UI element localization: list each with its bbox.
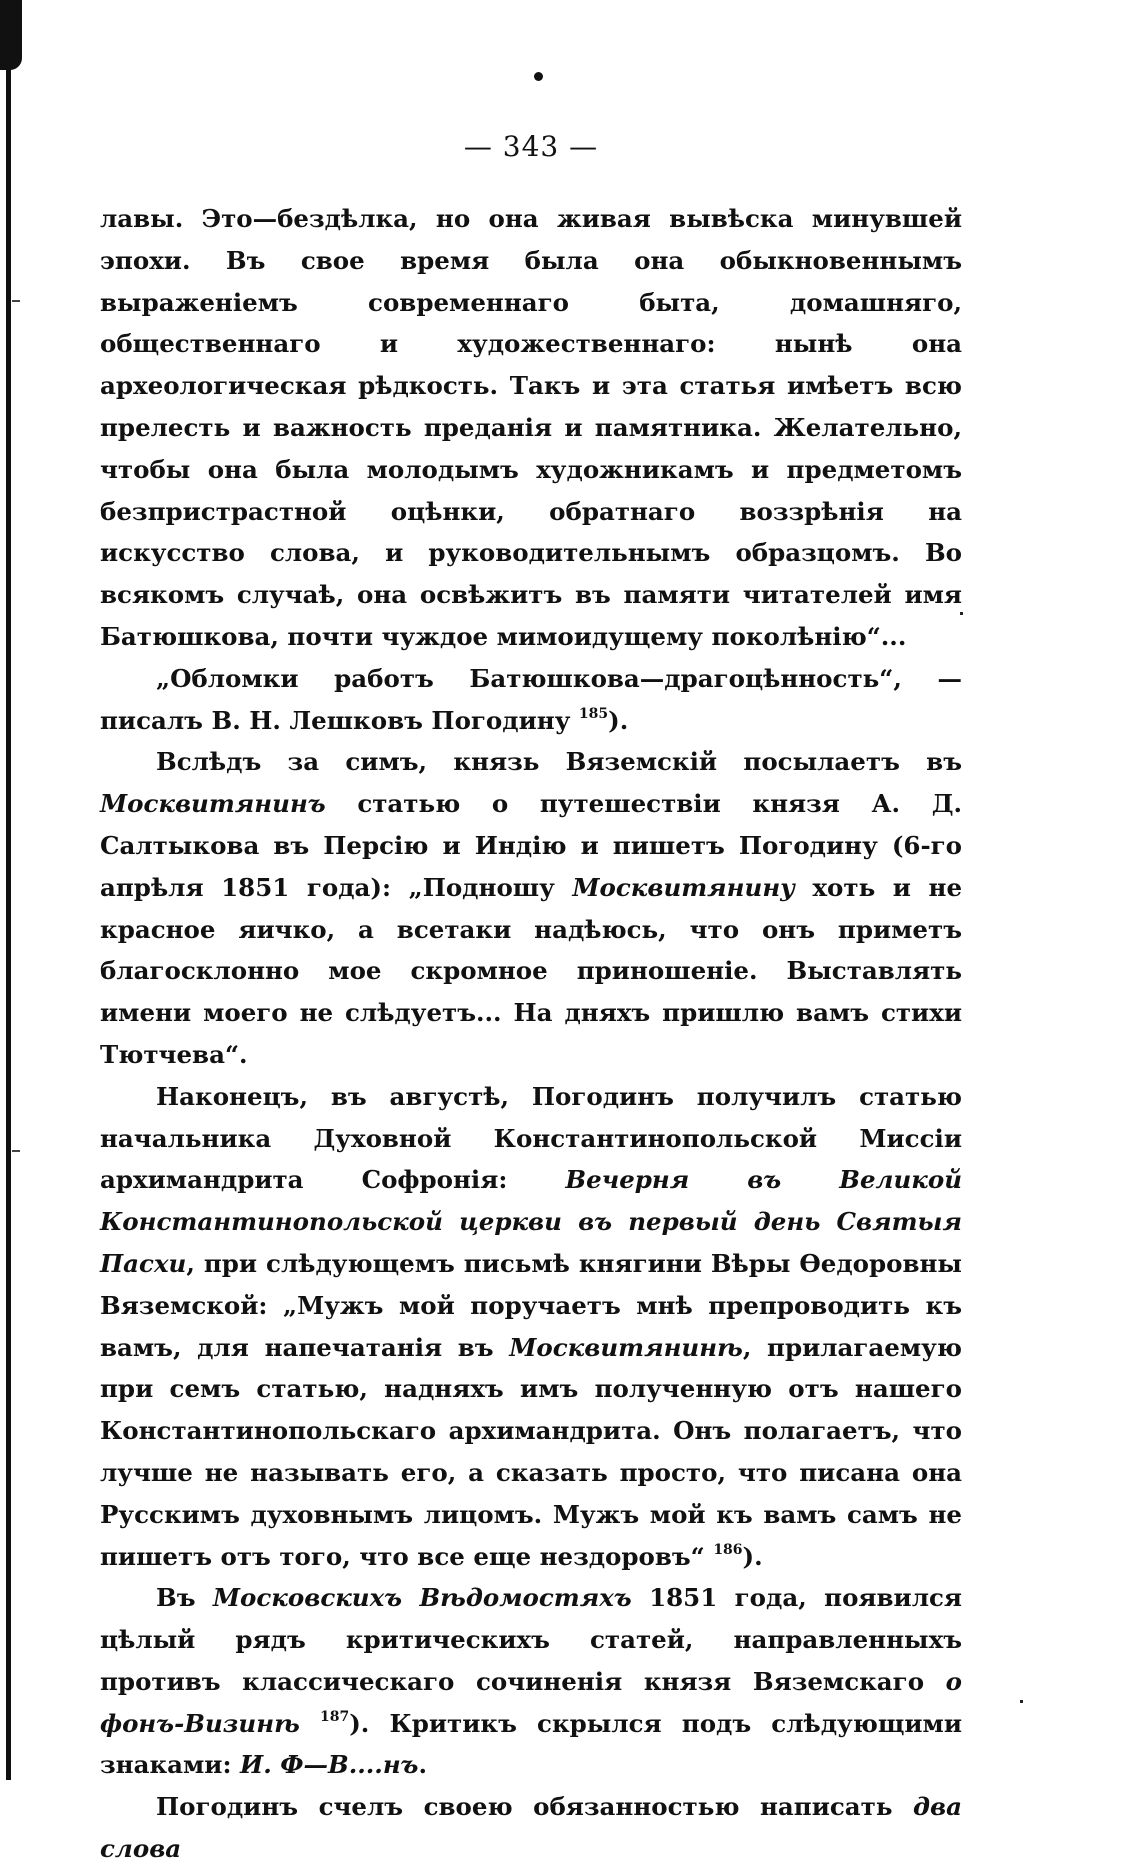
paragraph-1: [100, 198, 962, 658]
paragraph-text: Вслѣдъ за симъ, князь Вяземскій посылаетъ въ: [156, 747, 962, 777]
paragraph-4: [100, 1076, 962, 1578]
italic-signature: И. Ф—В....нъ: [240, 1750, 419, 1780]
paragraph-text: Въ: [156, 1583, 196, 1613]
paragraph-text: Наконецъ, въ августѣ, Погодинъ получилъ статью начальника Духовной Константинопольской Миссіи архимандрита Софронія:: [100, 1081, 962, 1195]
scan-blot: [0, 0, 22, 70]
paragraph-text: .: [418, 1750, 428, 1780]
scan-tick: [12, 1150, 20, 1152]
ink-dot: [534, 72, 543, 81]
italic-title: Вечерня въ Великой Константинопольской церкви въ первый день Святыя Пасхи: [100, 1165, 963, 1278]
footnote-ref: 187: [319, 1708, 350, 1725]
paragraph-text: ). Критикъ скрылся подъ слѣдующими знаками:: [100, 1708, 962, 1780]
paragraph-6: [100, 1786, 962, 1870]
paragraph-text: лавы. Это—бездѣлка, но она живая вывѣска минувшей эпохи. Въ свое время была она обыкновеннымъ выраженіемъ современнаго быта, домашняго, общественнаго и художественнаго: нынѣ она археологическая рѣдкость. Такъ и эта статья имѣетъ всю прелесть и важность преданія и памятника. Желательно, чтобы она была молодымъ художникамъ и предметомъ безпристрастной оцѣнки, обратнаго воззрѣнія на искусство слова, и руководительнымъ образцомъ. Во всякомъ случаѣ, она освѣжитъ въ памяти читателей имя Батюшкова, почти чуждое мимоидущему поколѣнію“...: [100, 204, 962, 651]
paragraph-text: , прилагаемую при семъ статью, надняхъ имъ полученную отъ нашего Константинопольскаго архимандрита. Онъ полагаетъ, что лучше не называть его, а сказать просто, что писана она Русскимъ духовнымъ лицомъ. Мужъ мой къ вамъ самъ не пишетъ отъ того, что все еще нездоровъ“: [100, 1332, 962, 1571]
scan-tick: [12, 300, 20, 302]
scan-edge: [0, 0, 34, 1828]
paragraph-3: [100, 741, 962, 1075]
ink-speck: [1020, 1700, 1023, 1703]
paragraph-text: ).: [608, 705, 629, 735]
italic-title: Москвитянину: [572, 872, 795, 902]
footnote-ref: 186: [713, 1541, 743, 1558]
book-page: [100, 132, 962, 1870]
page-number: — 343 —: [463, 130, 599, 163]
paragraph-2: [100, 658, 962, 742]
paragraph-text: ).: [742, 1541, 763, 1571]
italic-title: о фонъ-Визинѣ: [100, 1666, 962, 1738]
italic-title: Москвитянинъ: [100, 789, 326, 819]
paragraph-text: статью о путешествіи князя А. Д. Салтыкова въ Персію и Индію и пишетъ Погодину (6-го апрѣля 1851 года): „Подношу: [100, 789, 963, 902]
paragraph-5: [100, 1577, 962, 1786]
paragraph-text: 1851 года, появился цѣлый рядъ критическихъ статей, направленныхъ противъ классическаго сочиненія князя Вяземскаго: [100, 1583, 963, 1696]
paragraph-text: „Обломки работъ Батюшкова—драгоцѣнность“, — писалъ В. Н. Лешковъ Погодину: [100, 663, 962, 735]
footnote-ref: 185: [578, 705, 609, 722]
paragraph-text: Погодинъ счелъ своею обязанностью написать: [156, 1792, 893, 1822]
italic-title: два слова: [100, 1792, 962, 1864]
paragraph-text: хоть и не красное яичко, а всетаки надѣюсь, что онъ приметъ благосклонно мое скромное приношеніе. Выставлять имени моего не слѣдуетъ... На дняхъ пришлю вамъ стихи Тютчева“.: [100, 872, 963, 1069]
scan-edge-line: [6, 20, 11, 1780]
italic-title: Москвитянинѣ: [509, 1332, 743, 1362]
paragraph-text: , при слѣдующемъ письмѣ княгини Вѣры Ѳедоровны Вяземской: „Мужъ мой поручаетъ мнѣ препроводить къ вамъ, для напечатанія въ: [100, 1248, 962, 1362]
italic-title: Московскихъ Вѣдомостяхъ: [212, 1583, 632, 1613]
